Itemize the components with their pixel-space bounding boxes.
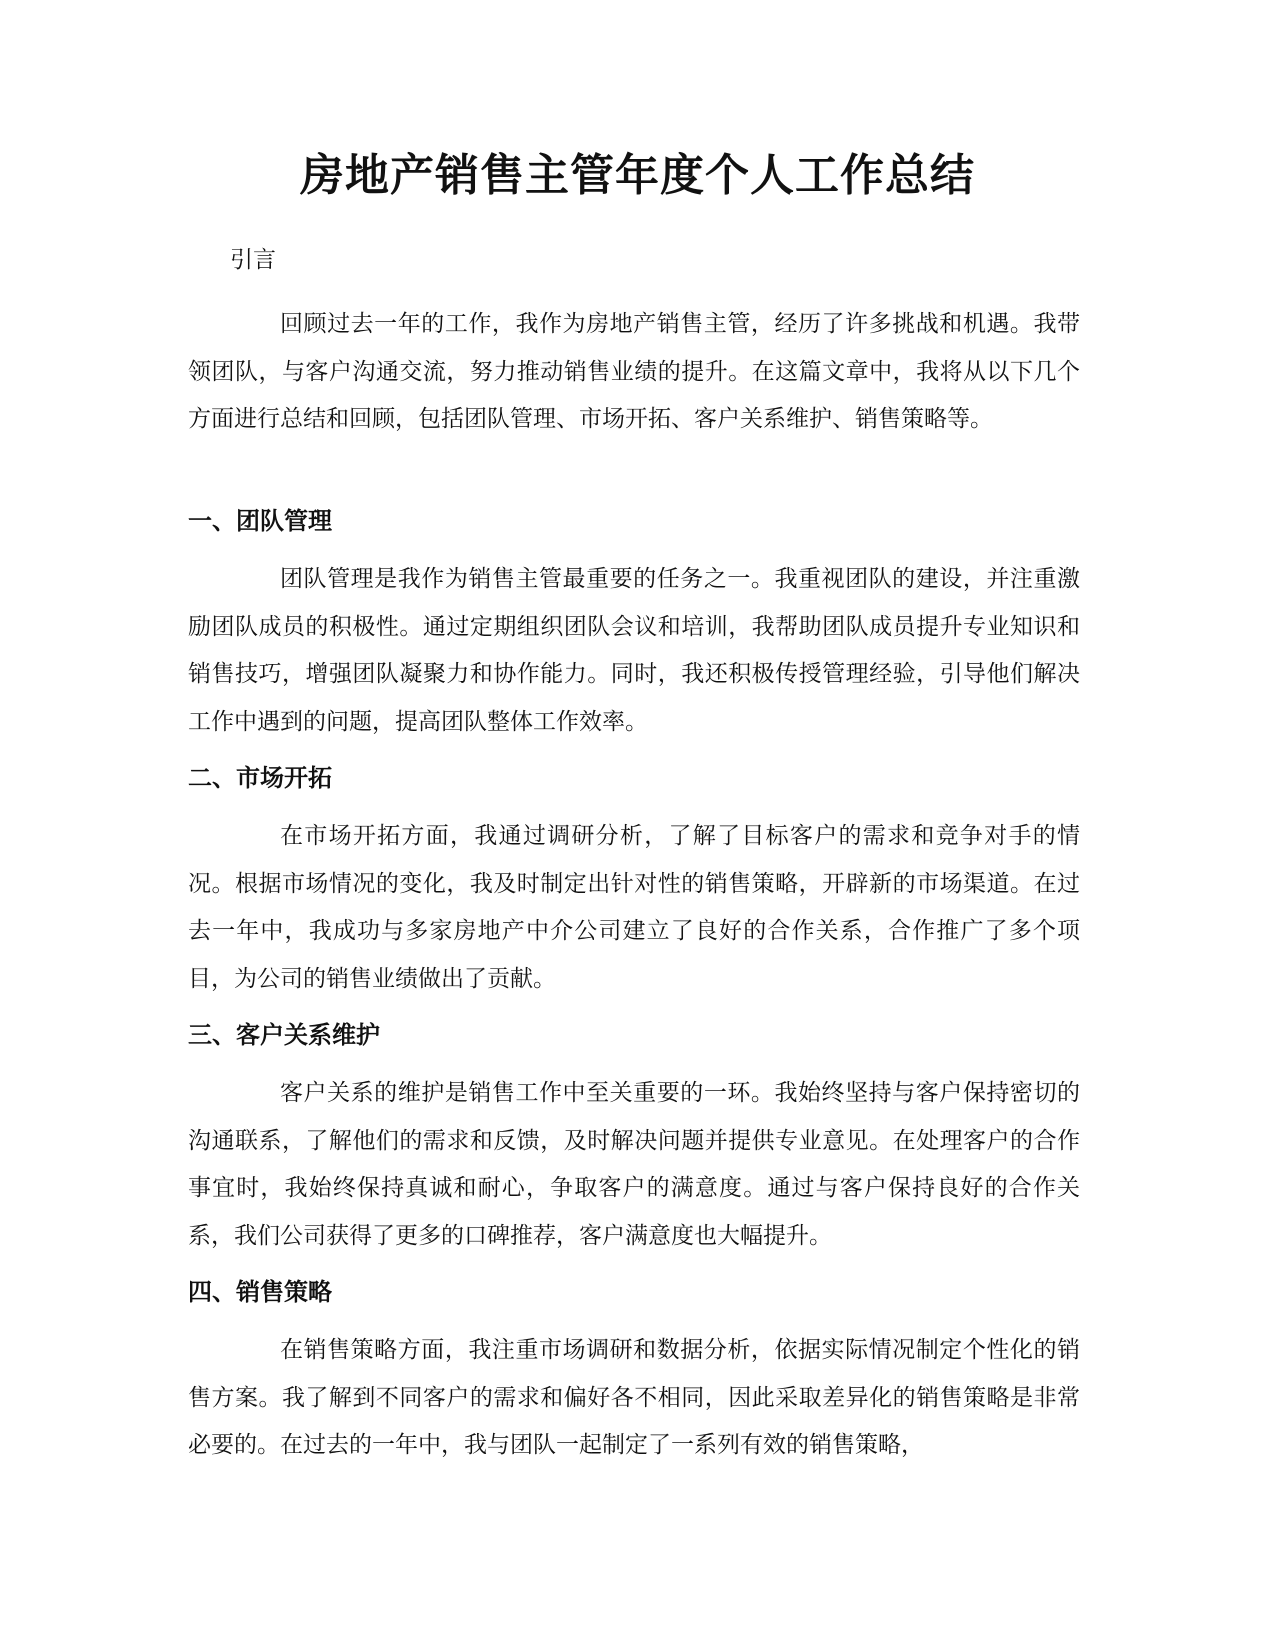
section-paragraph-market-expansion: 在市场开拓方面，我通过调研分析，了解了目标客户的需求和竞争对手的情况。根据市场情况的变化，我及时制定出针对性的销售策略，开辟新的市场渠道。在过去一年中，我成功与多家房地产中介公司建立了良好的合作关系，合作推广了多个项目，为公司的销售业绩做出了贡献。	[188, 823, 1080, 992]
section-paragraph-sales-strategy: 在销售策略方面，我注重市场调研和数据分析，依据实际情况制定个性化的销售方案。我了解到不同客户的需求和偏好各不相同，因此采取差异化的销售策略是非常必要的。在过去的一年中，我与团队一起制定了一系列有效的销售策略，	[188, 1337, 1080, 1458]
intro-label: 引言	[230, 247, 276, 273]
section-heading-sales-strategy: 四、销售策略	[188, 1278, 332, 1306]
intro-paragraph: 回顾过去一年的工作，我作为房地产销售主管，经历了许多挑战和机遇。我带领团队，与客户沟通交流，努力推动销售业绩的提升。在这篇文章中，我将从以下几个方面进行总结和回顾，包括团队管理、市场开拓、客户关系维护、销售策略等。	[188, 311, 1080, 432]
section-paragraph-customer-relations: 客户关系的维护是销售工作中至关重要的一环。我始终坚持与客户保持密切的沟通联系，了解他们的需求和反馈，及时解决问题并提供专业意见。在处理客户的合作事宜时，我始终保持真诚和耐心，争取客户的满意度。通过与客户保持良好的合作关系，我们公司获得了更多的口碑推荐，客户满意度也大幅提升。	[188, 1080, 1080, 1249]
section-heading-market-expansion: 二、市场开拓	[188, 764, 332, 792]
section-heading-customer-relations: 三、客户关系维护	[188, 1021, 380, 1049]
section-paragraph-team-management: 团队管理是我作为销售主管最重要的任务之一。我重视团队的建设，并注重激励团队成员的积极性。通过定期组织团队会议和培训，我帮助团队成员提升专业知识和销售技巧，增强团队凝聚力和协作能力。同时，我还积极传授管理经验，引导他们解决工作中遇到的问题，提高团队整体工作效率。	[188, 566, 1080, 735]
section-heading-team-management: 一、团队管理	[188, 507, 332, 535]
document-title: 房地产销售主管年度个人工作总结	[300, 150, 975, 201]
